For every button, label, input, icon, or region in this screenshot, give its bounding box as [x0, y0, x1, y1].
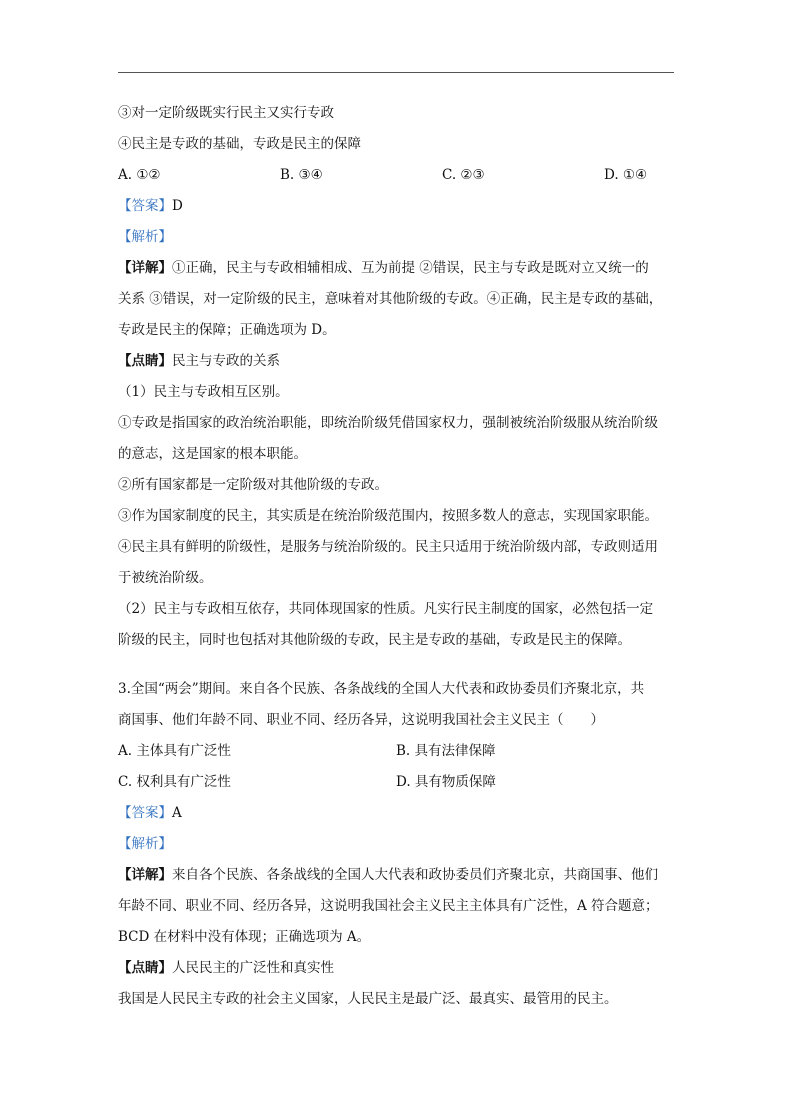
q2-point-tag: 【点睛】	[118, 353, 172, 369]
q2-point-line	[118, 346, 674, 377]
section-gap	[118, 656, 674, 674]
q2-point-p6b: 阶级的民主，同时也包括对其他阶级的专政，民主是专政的基础，专政是民主的保障。	[118, 632, 631, 648]
q2-point-p4: ③作为国家制度的民主，其实质是在统治阶级范围内，按照多数人的意志，实现国家职能。	[118, 508, 658, 524]
q3-point-tag: 【点睛】	[118, 960, 172, 976]
q3-option-c: C. 权利具有广泛性	[118, 774, 231, 790]
q2-answer-value: D	[172, 198, 183, 214]
q2-detail-line-1	[118, 253, 674, 284]
q3-detail-tag: 【详解】	[118, 867, 172, 883]
q2-answer-tag: 【答案】	[118, 198, 172, 214]
document-page	[118, 98, 674, 1015]
q2-point-p2a: ①专政是指国家的政治统治职能，即统治阶级凭借国家权力，强制被统治阶级服从统治阶级	[118, 415, 658, 431]
q3-answer-tag: 【答案】	[118, 805, 172, 821]
q3-detail-line-1	[118, 860, 674, 891]
q3-detail-line-2: 年龄不同、职业不同、经历各异，这说明我国社会主义民主主体具有广泛性，A 符合题意；	[118, 898, 659, 914]
q3-point-text: 我国是人民民主专政的社会主义国家，人民民主是最广泛、最真实、最管用的民主。	[118, 991, 618, 1007]
q3-detail-text-1: 来自各个民族、各条战线的全国人大代表和政协委员们齐聚北京，共商国事、他们	[172, 867, 658, 883]
q3-point-title: 人民民主的广泛性和真实性	[172, 960, 334, 976]
q3-answer	[118, 798, 674, 829]
q2-statement-4: ④民主是专政的基础，专政是民主的保障	[118, 136, 361, 152]
q3-detail-line-3: BCD 在材料中没有体现；正确选项为 A。	[118, 929, 371, 945]
q3-options-row-2	[118, 767, 674, 798]
q3-point-line	[118, 953, 674, 984]
q3-analysis-tag: 【解析】	[118, 836, 172, 852]
q2-analysis-tag: 【解析】	[118, 229, 172, 245]
q3-option-b: B. 具有法律保障	[396, 743, 496, 759]
q2-detail-text-1: ①正确，民主与专政相辅相成、互为前提 ②错误，民主与专政是既对立又统一的	[172, 260, 649, 276]
q2-option-c: C. ②③	[442, 167, 485, 183]
q2-point-title: 民主与专政的关系	[172, 353, 280, 369]
q2-answer	[118, 191, 674, 222]
q3-options-row-1	[118, 736, 674, 767]
q3-answer-value: A	[172, 805, 182, 821]
q2-point-p6a: （2）民主与专政相互依存，共同体现国家的性质。凡实行民主制度的国家，必然包括一定	[118, 601, 654, 617]
header-rule	[118, 72, 674, 73]
q2-option-b: B. ③④	[280, 167, 323, 183]
q2-detail-line-2: 关系 ③错误，对一定阶级的民主，意味着对其他阶级的专政。④正确，民主是专政的基础，	[118, 291, 663, 307]
q2-point-p1: （1）民主与专政相互区别。	[118, 384, 289, 400]
q2-options	[118, 160, 674, 191]
q3-stem-line-2: 商国事、他们年龄不同、职业不同、经历各异，这说明我国社会主义民主（ ）	[118, 712, 604, 728]
q3-stem-line-1: 3.全国“两会”期间。来自各个民族、各条战线的全国人大代表和政协委员们齐聚北京，共	[118, 681, 645, 697]
q2-detail-tag: 【详解】	[118, 260, 172, 276]
q2-option-a: A. ①②	[118, 167, 161, 183]
q2-detail-line-3: 专政是民主的保障；正确选项为 D。	[118, 322, 336, 338]
q2-point-p2b: 的意志，这是国家的根本职能。	[118, 446, 307, 462]
q3-option-d: D. 具有物质保障	[396, 774, 496, 790]
q2-statement-3: ③对一定阶级既实行民主又实行专政	[118, 105, 334, 121]
q2-point-p5b: 于被统治阶级。	[118, 570, 213, 586]
q2-point-p3: ②所有国家都是一定阶级对其他阶级的专政。	[118, 477, 388, 493]
q3-option-a: A. 主体具有广泛性	[118, 743, 231, 759]
q2-option-d: D. ①④	[604, 167, 648, 183]
q2-point-p5a: ④民主具有鲜明的阶级性，是服务与统治阶级的。民主只适用于统治阶级内部，专政则适用	[118, 539, 658, 555]
